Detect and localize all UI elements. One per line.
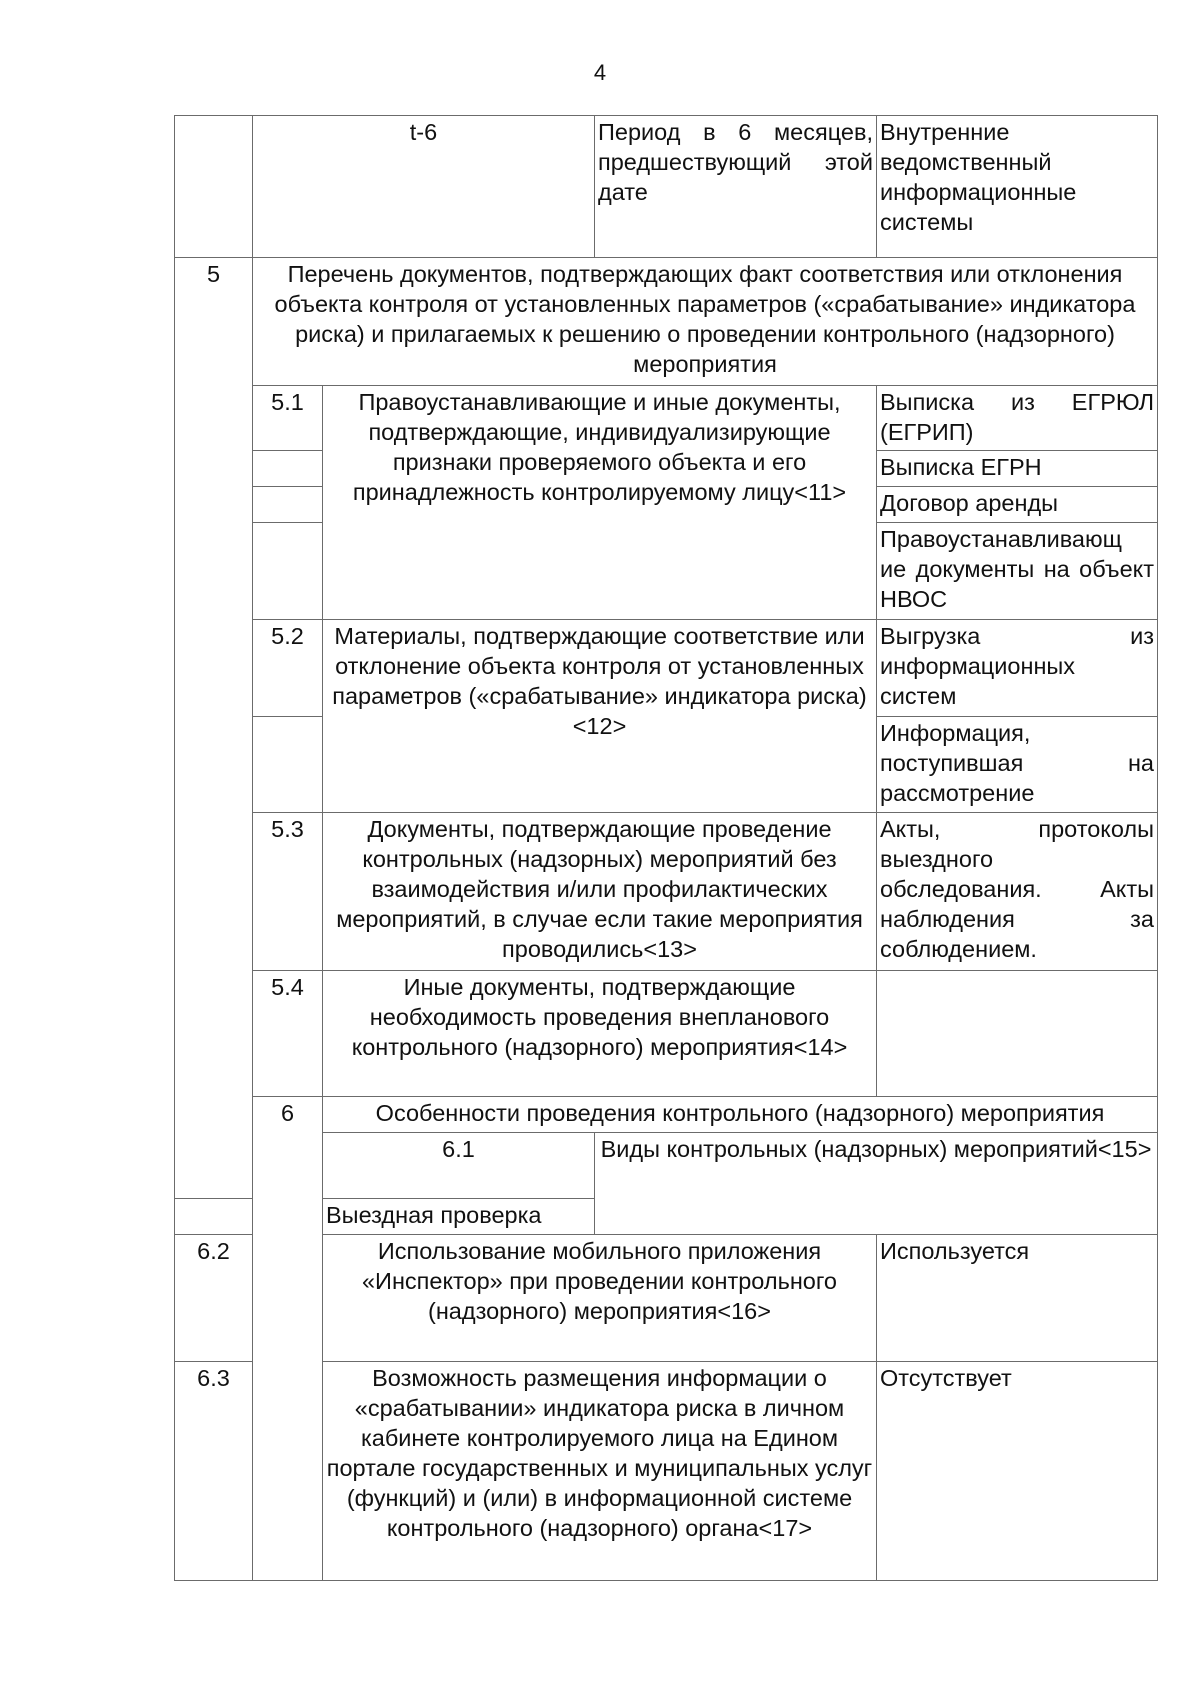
item-number [253,487,323,523]
item-value: Акты, протоколы выездного обследования. Акты наблюдения за соблюдением. [877,813,1158,971]
section-title: Перечень документов, подтверждающих факт соответствия или отклонения объекта контроля от установленных параметров («срабатывание» индикатора риска) и прилагаемых к решению о проведении контрольного (надзорного) мероприятия [253,258,1158,386]
item-number: 5.2 [253,620,323,717]
item-number [175,1199,253,1235]
item-value: Выписка из ЕГРЮЛ (ЕГРИП) [877,386,1158,451]
item-description: Материалы, подтверждающие соответствие или отклонение объекта контроля от установленных параметров («срабатывание» индикатора риска)<12> [323,620,877,813]
table-row [175,1097,1158,1133]
item-value: Выгрузка из информационных систем [877,620,1158,717]
item-description: Виды контрольных (надзорных) мероприятий<15> [595,1133,1158,1235]
item-description: Правоустанавливающие и иные документы, подтверждающие, индивидуализирующие признаки проверяемого объекта и его принадлежность контролируемому лицу<11> [323,386,877,620]
item-description: Документы, подтверждающие проведение контрольных (надзорных) мероприятий без взаимодействия и/или профилактических мероприятий, в случае если такие мероприятия проводились<13> [323,813,877,971]
item-value: Выписка ЕГРН [877,451,1158,487]
section-number: 6 [253,1097,323,1581]
description-cell: Период в 6 месяцев, предшествующий этой дате [595,116,877,258]
item-description: Использование мобильного приложения «Инспектор» при проведении контрольного (надзорного) мероприятия<16> [323,1235,877,1362]
item-value [877,971,1158,1097]
item-value: Договор аренды [877,487,1158,523]
table-row [175,116,1158,258]
risk-indicator-table [174,115,1158,1581]
table-row [175,258,1158,386]
code-cell: t-6 [253,116,595,258]
item-value: Отсутствует [877,1362,1158,1581]
item-number: 5.3 [253,813,323,971]
table-row [175,1133,1158,1199]
table-row [175,813,1158,971]
row-number-cell [175,116,253,258]
item-value: Выездная проверка [323,1199,595,1235]
item-number: 6.1 [323,1133,595,1199]
item-number: 6.2 [175,1235,253,1362]
item-value: Правоустанавливающ ие документы на объект НВОС [877,523,1158,620]
item-number: 6.3 [175,1362,253,1581]
item-description: Возможность размещения информации о «срабатывании» индикатора риска в личном кабинете контролируемого лица на Едином портале государственных и муниципальных услуг (функций) и (или) в информационной системе контрольного (надзорного) органа<17> [323,1362,877,1581]
table-row [175,1235,1158,1362]
source-cell: Внутренние ведомственный информационные системы [877,116,1158,258]
item-value: Используется [877,1235,1158,1362]
item-number [253,451,323,487]
table-row [175,386,1158,451]
item-description: Иные документы, подтверждающие необходимость проведения внепланового контрольного (надзорного) мероприятия<14> [323,971,877,1097]
item-number: 5.1 [253,386,323,451]
page-number: 4 [593,60,607,85]
item-value: Информация, поступившая на рассмотрение [877,717,1158,813]
item-number [253,717,323,813]
section-title: Особенности проведения контрольного (надзорного) мероприятия [323,1097,1158,1133]
table-row [175,1362,1158,1581]
item-number: 5.4 [253,971,323,1097]
item-number [253,523,323,620]
section-number: 5 [175,258,253,1199]
table-row [175,620,1158,717]
table-row [175,971,1158,1097]
